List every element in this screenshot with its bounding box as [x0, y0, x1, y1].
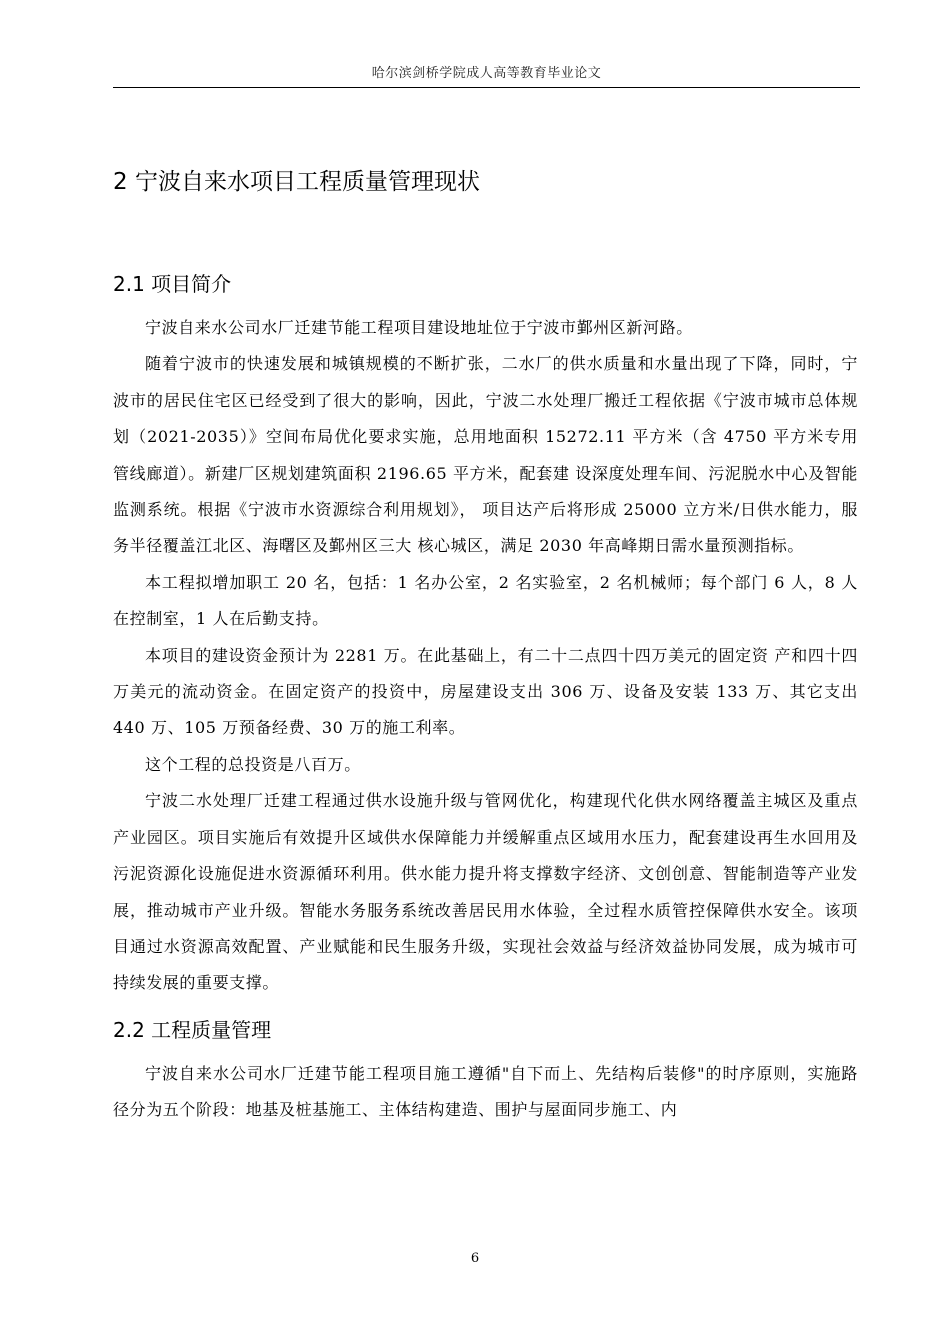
section-title-2-2: 2.2 工程质量管理: [113, 1017, 272, 1042]
paragraph: 宁波自来水公司水厂迁建节能工程项目施工遵循"自下而上、先结构后装修"的时序原则，实施路径分为五个阶段：地基及桩基施工、主体结构建造、围护与屋面同步施工、内: [113, 1063, 858, 1120]
paragraph: 宁波二水处理厂迁建工程通过供水设施升级与管网优化，构建现代化供水网络覆盖主城区及重点产业园区。项目实施后有效提升区域供水保障能力并缓解重点区域用水压力，配套建设再生水回用及污泥资源化设施促进水资源循环利用。供水能力提升将支撑数字经济、文创创意、智能制造等产业发展，推动城市产业升级。智能水务服务系统改善居民用水体验，全过程水质管控保障供水安全。该项目通过水资源高效配置、产业赋能和民生服务升级，实现社会效益与经济效益协同发展，成为城市可持续发展的重要支撑。: [113, 791, 858, 993]
header-divider: [113, 87, 860, 88]
section-title-2-1: 2.1 项目简介: [113, 272, 232, 296]
chapter-title: 2 宁波自来水项目工程质量管理现状: [113, 169, 480, 195]
paragraph: 随着宁波市的快速发展和城镇规模的不断扩张，二水厂的供水质量和水量出现了下降，同时，宁波市的居民住宅区已经受到了很大的影响，因此，宁波二水处理厂搬迁工程依据《宁波市城市总体规划（2021-2035）》空间布局优化要求实施，总用地面积 15272.11 平方米（含 4750 平方米专用管线廊道）。新建厂区规划建筑面积 2196.65 平方米，配套建 设深度处理车间、污泥脱水中心及智能监测系统。根据《宁波市水资源综合利用规划》， 项目达产后将形成 25000 立方米/日供水能力，服务半径覆盖江北区、海曙区及鄞州区三大 核心城区，满足 2030 年高峰期日需水量预测指标。: [113, 354, 858, 556]
paragraph: 本项目的建设资金预计为 2281 万。在此基础上，有二十二点四十四万美元的固定资 产和四十四万美元的流动资金。在固定资产的投资中，房屋建设支出 306 万、设备及安装 133 万、其它支出 440 万、105 万预备经费、30 万的施工利率。: [113, 645, 858, 738]
running-header: 哈尔滨剑桥学院成人高等教育毕业论文: [371, 66, 602, 81]
paragraph: 这个工程的总投资是八百万。: [145, 754, 361, 774]
page-body: [113, 160, 858, 1129]
paragraph: 宁波自来水公司水厂迁建节能工程项目建设地址位于宁波市鄞州区新河路。: [145, 318, 693, 337]
page-number: 6: [470, 1251, 480, 1266]
paragraph: 本工程拟增加职工 20 名，包括：1 名办公室，2 名实验室，2 名机械师；每个部门 6 人，8 人在控制室，1 人在后勤支持。: [113, 572, 858, 629]
